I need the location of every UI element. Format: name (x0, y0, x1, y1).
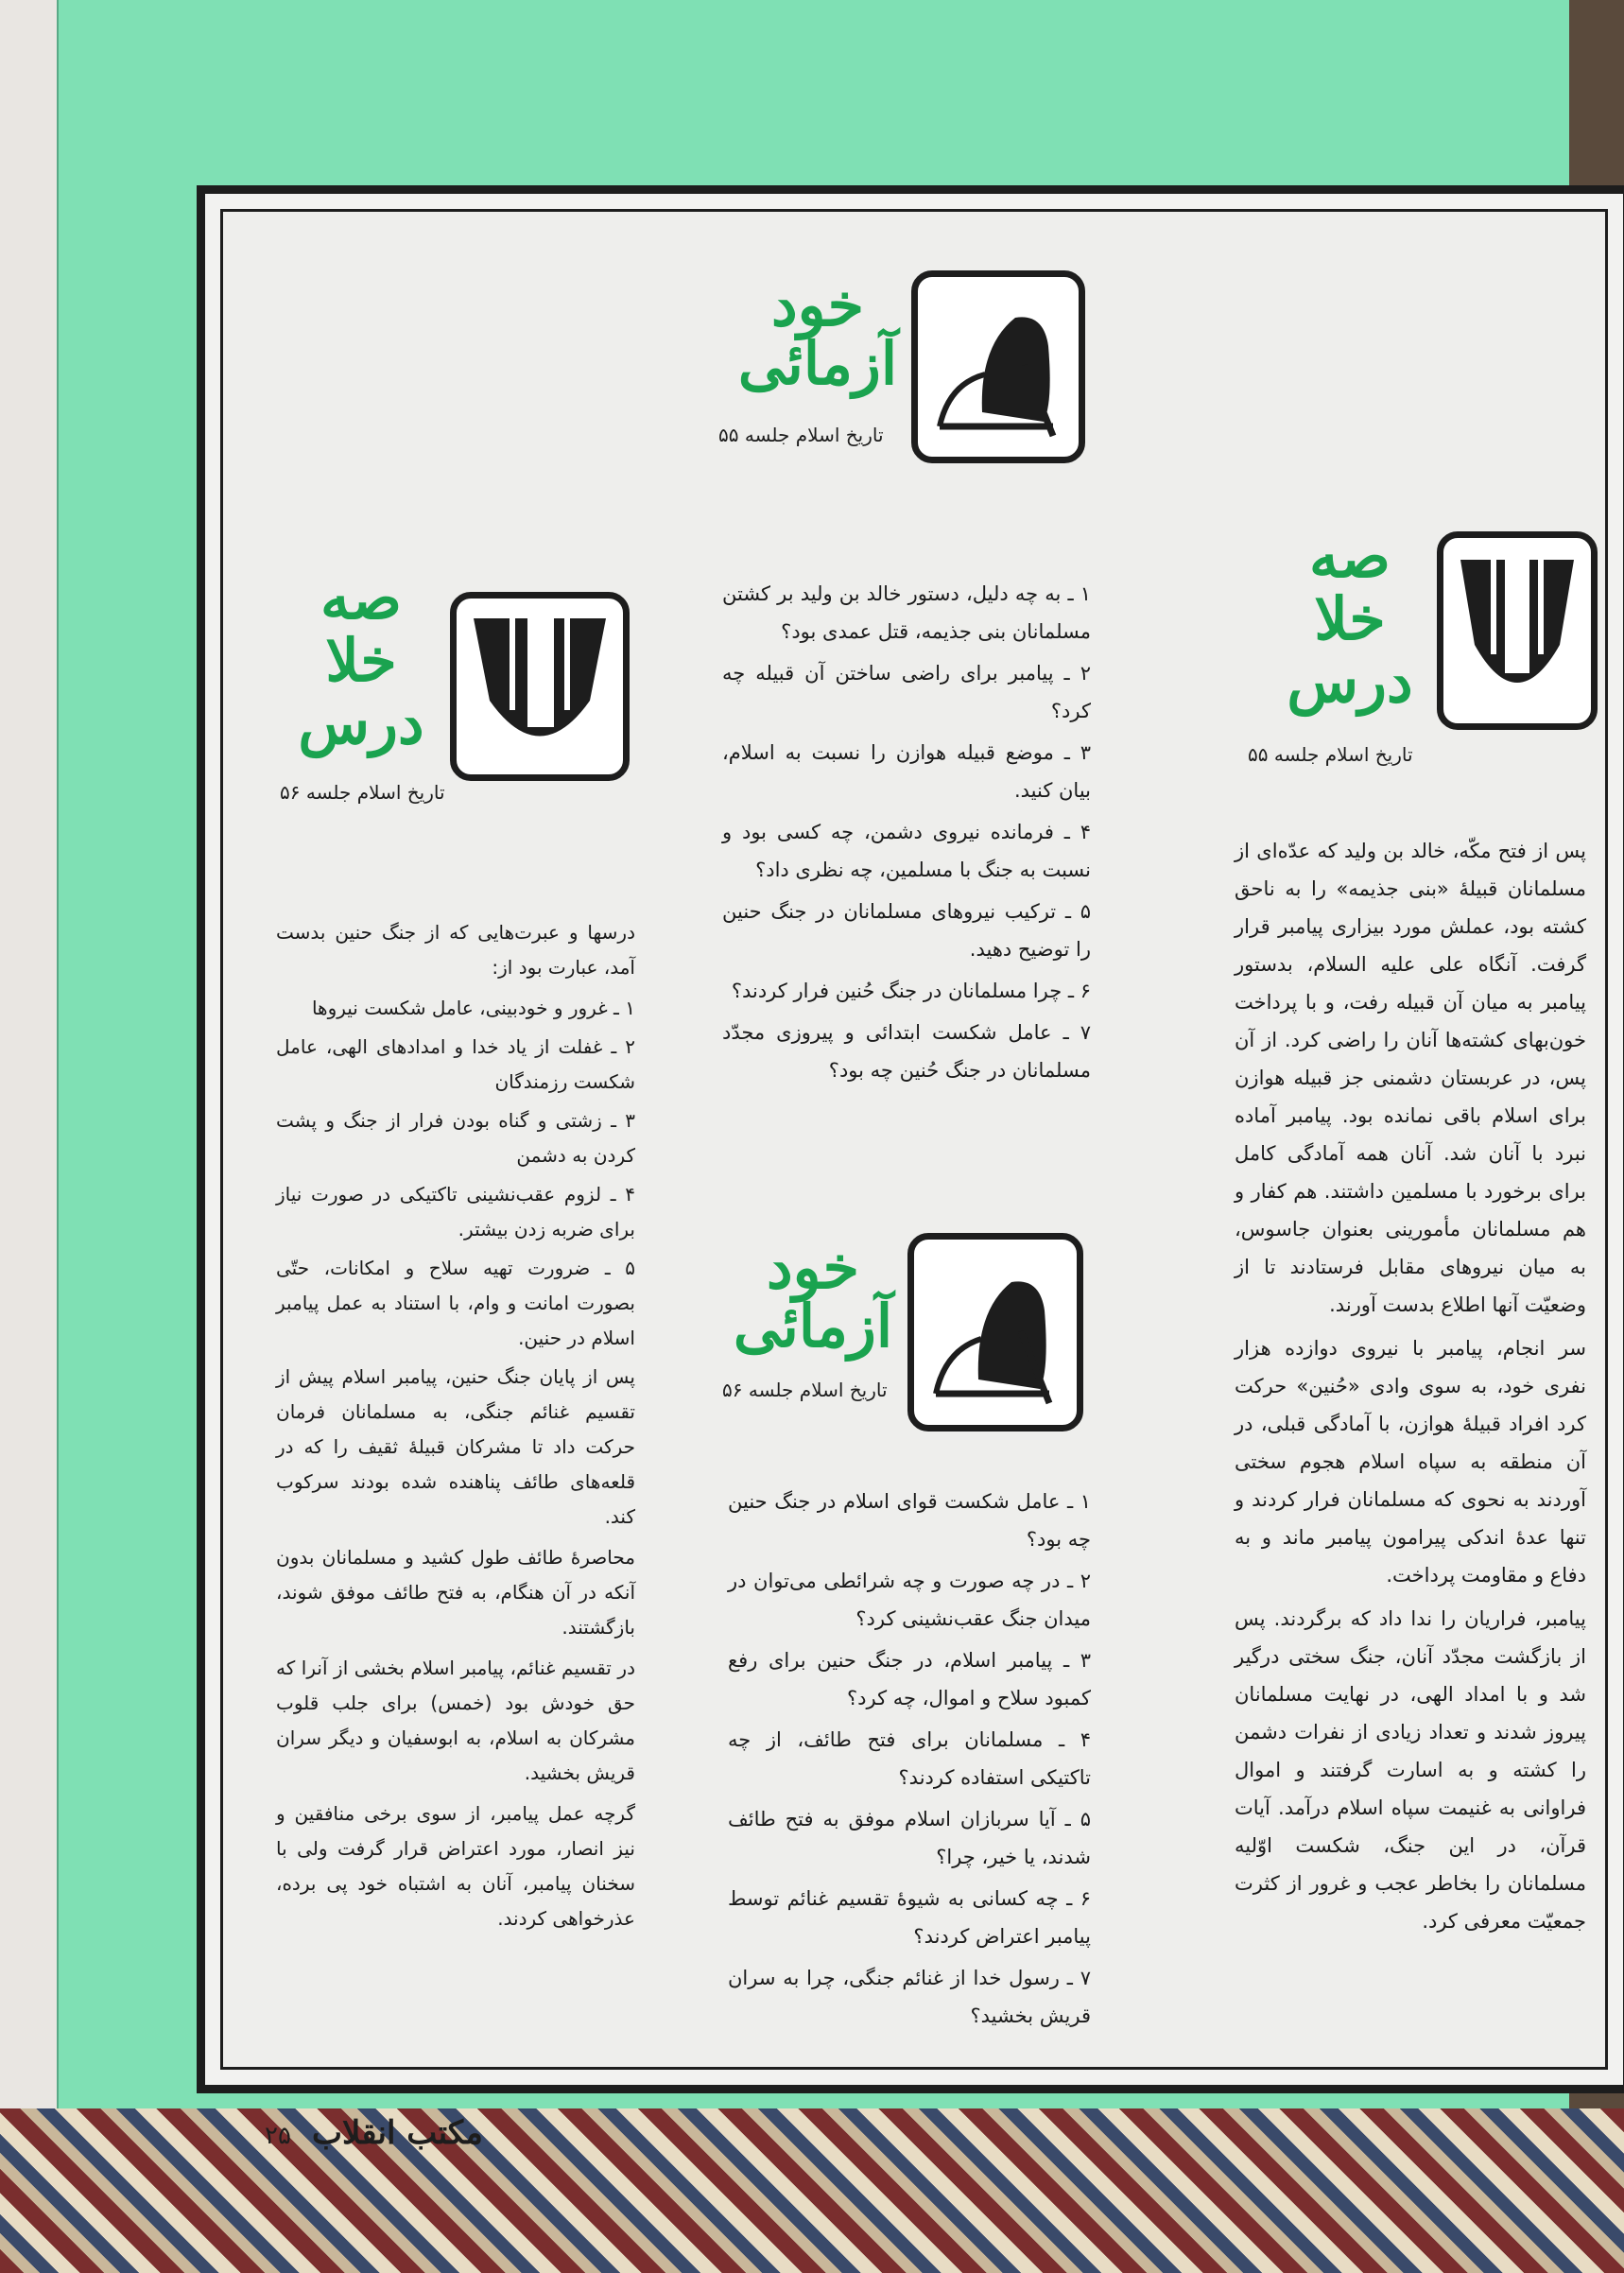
self-test-questions-bottom (728, 1483, 1091, 2039)
khod-azmaei-logo-bottom (907, 1233, 1083, 1431)
question-item: ۷ ـ عامل شکست ابتدائی و پیروزی مجدّد مسلمانان در جنگ حُنین چه بود؟ (722, 1021, 1091, 1082)
dars-subtitle-right: تاریخ اسلام جلسه ۵۵ (1248, 743, 1413, 766)
khod-subtitle-bottom: تاریخ اسلام جلسه ۵۶ (722, 1379, 888, 1401)
question-item: ۵ ـ ترکیب نیروهای مسلمانان در جنگ حنین را توضیح دهید. (722, 900, 1091, 961)
question-item: ۶ ـ چه کسانی به شیوهٔ تقسیم غنائم توسط پیامبر اعتراض کردند؟ (728, 1887, 1091, 1948)
page-number: ۲۵ (265, 2122, 291, 2150)
pen-nib-icon (1437, 531, 1598, 730)
lessons-intro: درسها و عبرت‌هایی که از جنگ حنین بدست آمد، عبارت بود از: (276, 921, 635, 979)
question-item: ۵ ـ آیا سربازان اسلام موفق به فتح طائف شدند، یا خیر، چرا؟ (728, 1808, 1091, 1868)
lesson-item: ۳ ـ زشتی و گناه بودن فرار از جنگ و پشت کردن به دشمن (276, 1109, 635, 1167)
question-item: ۴ ـ مسلمانان برای فتح طائف، از چه تاکتیکی استفاده کردند؟ (728, 1728, 1091, 1789)
khod-azmaei-logo-top (911, 270, 1085, 463)
khod-title-bottom: خود آزمائی (733, 1233, 893, 1361)
question-item: ۳ ـ پیامبر اسلام، در جنگ حنین برای رفع کمبود سلاح و اموال، چه کرد؟ (728, 1649, 1091, 1709)
question-item: ۴ ـ فرمانده نیروی دشمن، چه کسی بود و نسبت به جنگ با مسلمین، چه نظری داد؟ (722, 821, 1091, 881)
paragraph: سر انجام، پیامبر با نیروی دوازده هزار نفری خود، به سوی وادی «حُنین» حرکت کرد افراد قبیلهٔ هوازن، با آمادگی قبلی، در آن منطقه به سپاه اسلام هجوم سختی آوردند به نحوی که مسلمانان فرار کردند و تنها عدهٔ اندکی پیرامون پیامبر ماند و به دفاع و مقاومت پرداخت. (1235, 1337, 1586, 1587)
question-item: ۱ ـ عامل شکست قوای اسلام در جنگ حنین چه بود؟ (728, 1490, 1091, 1551)
dars-title-right: صه خلا درس (1287, 522, 1413, 716)
dars-logo-right (1437, 531, 1598, 730)
paragraph: گرچه عمل پیامبر، از سوی برخی منافقین و نیز انصار، مورد اعتراض قرار گرفت ولی با سخنان پیامبر، آنان به اشتباه خود پی برده، عذرخواهی کردند. (276, 1802, 635, 1930)
dars-title-left: صه خلا درس (298, 564, 424, 757)
paragraph: پس از فتح مکّه، خالد بن ولید که عدّه‌ای از مسلمانان قبیلهٔ «بنی جذیمه» را به ناحق کشته بود، عملش مورد بیزاری پیامبر قرار گرفت. آنگاه علی علیه السلام، بدستور پیامبر به میان آن قبیله رفت، و با پرداخت خون‌بهای کشته‌ها آنان را راضی کرد. از آن پس، در عربستان دشمنی جز قبیله هوازن برای اسلام باقی نمانده بود. پیامبر آماده نبرد با آنان شد. آنان همه آمادگی کامل برای برخورد با مسلمین داشتند. هم کفار و هم مسلمانان مأمورینی بعنوان جاسوس، به میان نیروهای مقابل فرستادند تا از وضعیّت آنها اطلاع بدست آورند. (1235, 840, 1586, 1316)
dars-subtitle-left: تاریخ اسلام جلسه ۵۶ (280, 781, 445, 804)
magazine-logo: مکتب انقلاب (312, 2114, 483, 2152)
khod-subtitle-top: تاریخ اسلام جلسه ۵۵ (718, 424, 884, 446)
student-writing-icon (911, 270, 1085, 463)
left-column-text (276, 915, 635, 1942)
pen-nib-icon (450, 592, 630, 781)
lesson-item: ۱ ـ غرور و خودبینی، عامل شکست نیروها (311, 997, 635, 1019)
paragraph: محاصرهٔ طائف طول کشید و مسلمانان بدون آنکه در آن هنگام، به فتح طائف موفق شوند، بازگشتند. (276, 1546, 635, 1639)
khod-title-top: خود آزمائی (737, 270, 898, 398)
question-item: ۱ ـ به چه دلیل، دستور خالد بن ولید بر کشتن مسلمانان بنی جذیمه، قتل عمدی بود؟ (722, 582, 1091, 643)
question-item: ۲ ـ در چه صورت و چه شرائطی می‌توان در میدان جنگ عقب‌نشینی کرد؟ (728, 1570, 1091, 1630)
paragraph: پیامبر، فراریان را ندا داد که برگردند. پس از بازگشت مجدّد آنان، جنگ سختی درگیر شد و با امداد الهی، در نهایت مسلمانان پیروز شدند و تعداد زیادی از نفرات دشمن را کشته و به اسارت گرفتند و اموال فراوانی به غنیمت سپاه اسلام درآمد. آیات قرآن، در این جنگ، شکست اوّلیه مسلمانان را بخاطر عجب و غرور از کثرت جمعیّت معرفی کرد. (1235, 1607, 1586, 1933)
question-item: ۳ ـ موضع قبیله هوازن را نسبت به اسلام، بیان کنید. (722, 741, 1091, 802)
question-item: ۶ ـ چرا مسلمانان در جنگ حُنین فرار کردند؟ (731, 980, 1091, 1002)
paragraph: پس از پایان جنگ حنین، پیامبر اسلام پیش از تقسیم غنائم جنگی، به مسلمانان فرمان حرکت داد تا مشرکان قبیلهٔ ثقیف را که در قلعه‌های طائف پناهنده شده بودند سرکوب کند. (276, 1365, 635, 1528)
lesson-item: ۵ ـ ضرورت تهیه سلاح و امکانات، حتّی بصورت امانت و وام، با استناد به عمل پیامبر اسلام در حنین. (276, 1257, 635, 1349)
dars-logo-left (450, 592, 630, 781)
student-writing-icon (907, 1233, 1083, 1431)
paragraph: در تقسیم غنائم، پیامبر اسلام بخشی از آنرا که حق خودش بود (خمس) برای جلب قلوب مشرکان به اسلام، به ابوسفیان و دیگر سران قریش بخشید. (276, 1657, 635, 1784)
tablecloth (0, 2108, 1624, 2273)
right-column-text (1235, 832, 1586, 1946)
lesson-item: ۴ ـ لزوم عقب‌نشینی تاکتیکی در صورت نیاز برای ضربه زدن بیشتر. (276, 1183, 635, 1241)
question-item: ۷ ـ رسول خدا از غنائم جنگی، چرا به سران قریش بخشید؟ (728, 1967, 1091, 2027)
lesson-item: ۲ ـ غفلت از یاد خدا و امدادهای الهی، عامل شکست رزمندگان (276, 1035, 635, 1093)
self-test-questions-top (722, 575, 1091, 1093)
question-item: ۲ ـ پیامبر برای راضی ساختن آن قبیله چه کرد؟ (722, 662, 1091, 722)
